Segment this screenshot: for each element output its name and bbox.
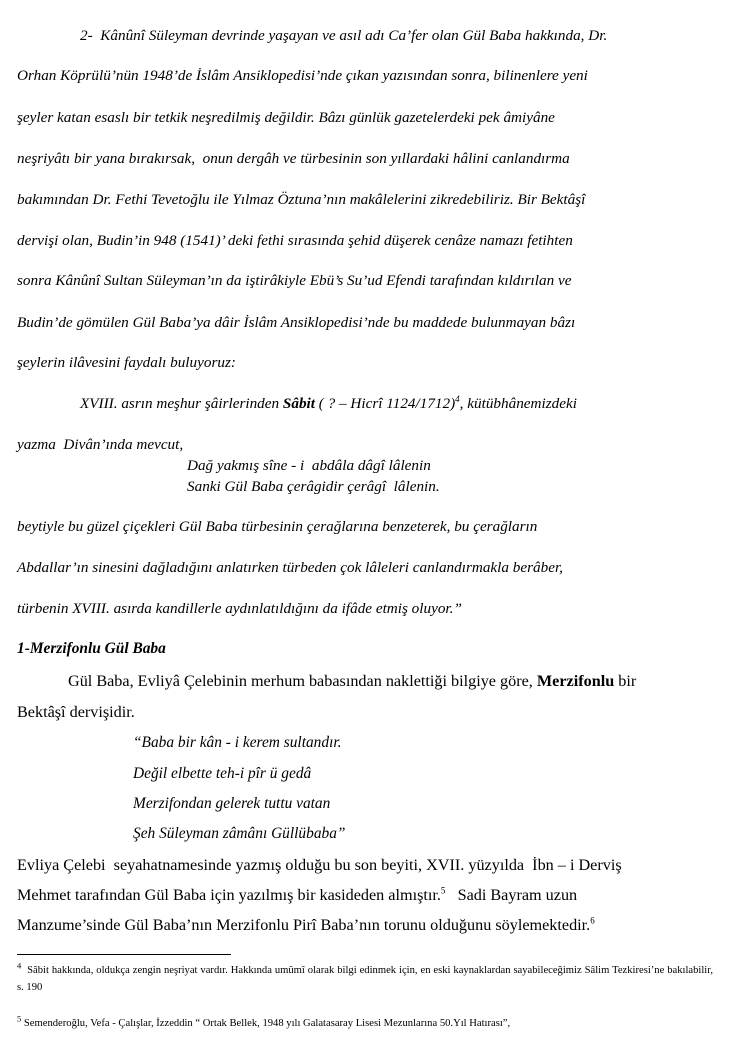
footnote-ref: 6	[590, 915, 595, 926]
paragraph-line: 2- Kânûnî Süleyman devrinde yaşayan ve asıl adı Ca’fer olan Gül Baba hakkında, Dr.	[80, 27, 608, 44]
paragraph-line: Bektâşî dervişidir.	[17, 703, 135, 721]
paragraph-line: Evliya Çelebi seyahatnamesinde yazmış olduğu bu son beyiti, XVII. yüzyılda İbn – i Derviş	[17, 856, 622, 874]
text-run: ( ? – Hicrî 1124/1712)	[314, 395, 456, 412]
text-run: , kütübhânemizdeki	[459, 395, 577, 412]
verse-line: Şeh Süleyman zâmânı Güllübaba”	[133, 825, 346, 842]
text-run: Sadi Bayram uzun	[445, 886, 578, 904]
section-heading: 1-Merzifonlu Gül Baba	[17, 640, 166, 657]
paragraph-line: şeyler katan esaslı bir tetkik neşredilmiş değildir. Bâzı günlük gazetelerdeki pek âmiyâne	[17, 109, 555, 126]
emphasis-text: Merzifonlu	[536, 672, 615, 690]
verse-line: Sanki Gül Baba çerâgidir çerâgî lâlenin.	[187, 478, 440, 495]
footnote-number: 4	[17, 960, 22, 971]
footnote-ref: 5	[440, 885, 446, 896]
footnote-number: 5	[17, 1013, 22, 1024]
footnote-separator	[17, 954, 231, 955]
text-run: Manzume’sinde Gül Baba’nın Merzifonlu Pirî Baba’nın torunu olduğunu söylemektedir.	[17, 916, 591, 934]
verse-line: Değil elbette teh-i pîr ü gedâ	[133, 765, 312, 782]
paragraph-line: bakımından Dr. Fethi Tevetoğlu ile Yılmaz Öztuna’nın makâlelerini zikredebiliriz. Bir Bektâşî	[17, 191, 586, 208]
paragraph-line	[17, 887, 577, 903]
text-run: Mehmet tarafından Gül Baba için yazılmış bir kasideden almıştır.	[17, 886, 441, 904]
verse-line: “Baba bir kân - i kerem sultandır.	[133, 734, 342, 751]
verse-line: Merzifondan gelerek tuttu vatan	[133, 795, 331, 812]
paragraph-line: Orhan Köprülü’nün 1948’de İslâm Ansiklopedisi’nde çıkan yazısından sonra, bilinenlere yeni	[17, 67, 588, 84]
footnote	[17, 962, 713, 996]
paragraph-line: Abdallar’ın sinesini dağladığını anlatırken türbeden çok lâleleri canlandırmakla berâber,	[17, 559, 563, 576]
text-run: bir	[614, 672, 637, 690]
paragraph-line	[17, 917, 595, 933]
paragraph-line	[68, 673, 636, 689]
footnote-ref: 4	[455, 393, 460, 404]
paragraph-line: dervişi olan, Budin’in 948 (1541)’ deki fethi sırasında şehid düşerek cenâze namazı fetihten	[17, 232, 573, 249]
paragraph-line: neşriyâtı bir yana bırakırsak, onun dergâh ve türbesinin son yıllardaki hâlini canlandırma	[17, 150, 570, 167]
sabit-line	[80, 393, 577, 412]
paragraph-line: Budin’de gömülen Gül Baba’ya dâir İslâm Ansiklopedisi’nde bu maddede bulunmayan bâzı	[17, 314, 576, 331]
divan-line: yazma Divân’ında mevcut,	[17, 436, 184, 453]
text-run: Gül Baba, Evliyâ Çelebinin merhum babasından naklettiği bilgiye göre,	[68, 672, 537, 690]
verse-line: Dağ yakmış sîne - i abdâla dâgî lâlenin	[187, 457, 431, 474]
footnote	[17, 1015, 713, 1032]
paragraph-line: beytiyle bu güzel çiçekleri Gül Baba türbesinin çerağlarına benzeterek, bu çerağların	[17, 518, 538, 535]
paragraph-line: sonra Kânûnî Sultan Süleyman’ın da iştirâkiyle Ebü’s Su’ud Efendi tarafından kıldırılan ve	[17, 272, 572, 289]
text-run: XVIII. asrın meşhur şâirlerinden	[80, 395, 283, 412]
footnote-text: Sâbit hakkında, oldukça zengin neşriyat vardır. Hakkında umûmî olarak bilgi edinmek için, en eski kaynaklardan sayabileceğimiz Sâlim Tezkiresi’ne bakılabilir, s. 190	[17, 965, 713, 993]
paragraph-line: türbenin XVIII. asırda kandillerle aydınlatıldığını da ifâde etmiş oluyor.”	[17, 600, 462, 617]
footnote-text: Semenderoğlu, Vefa - Çalışlar, İzzeddin “ Ortak Bellek, 1948 yılı Galatasaray Lisesi Mezunlarına 50.Yıl Hatırası”,	[23, 1018, 511, 1029]
poet-name: Sâbit	[282, 395, 315, 412]
paragraph-line: şeylerin ilâvesini faydalı buluyoruz:	[17, 354, 236, 371]
